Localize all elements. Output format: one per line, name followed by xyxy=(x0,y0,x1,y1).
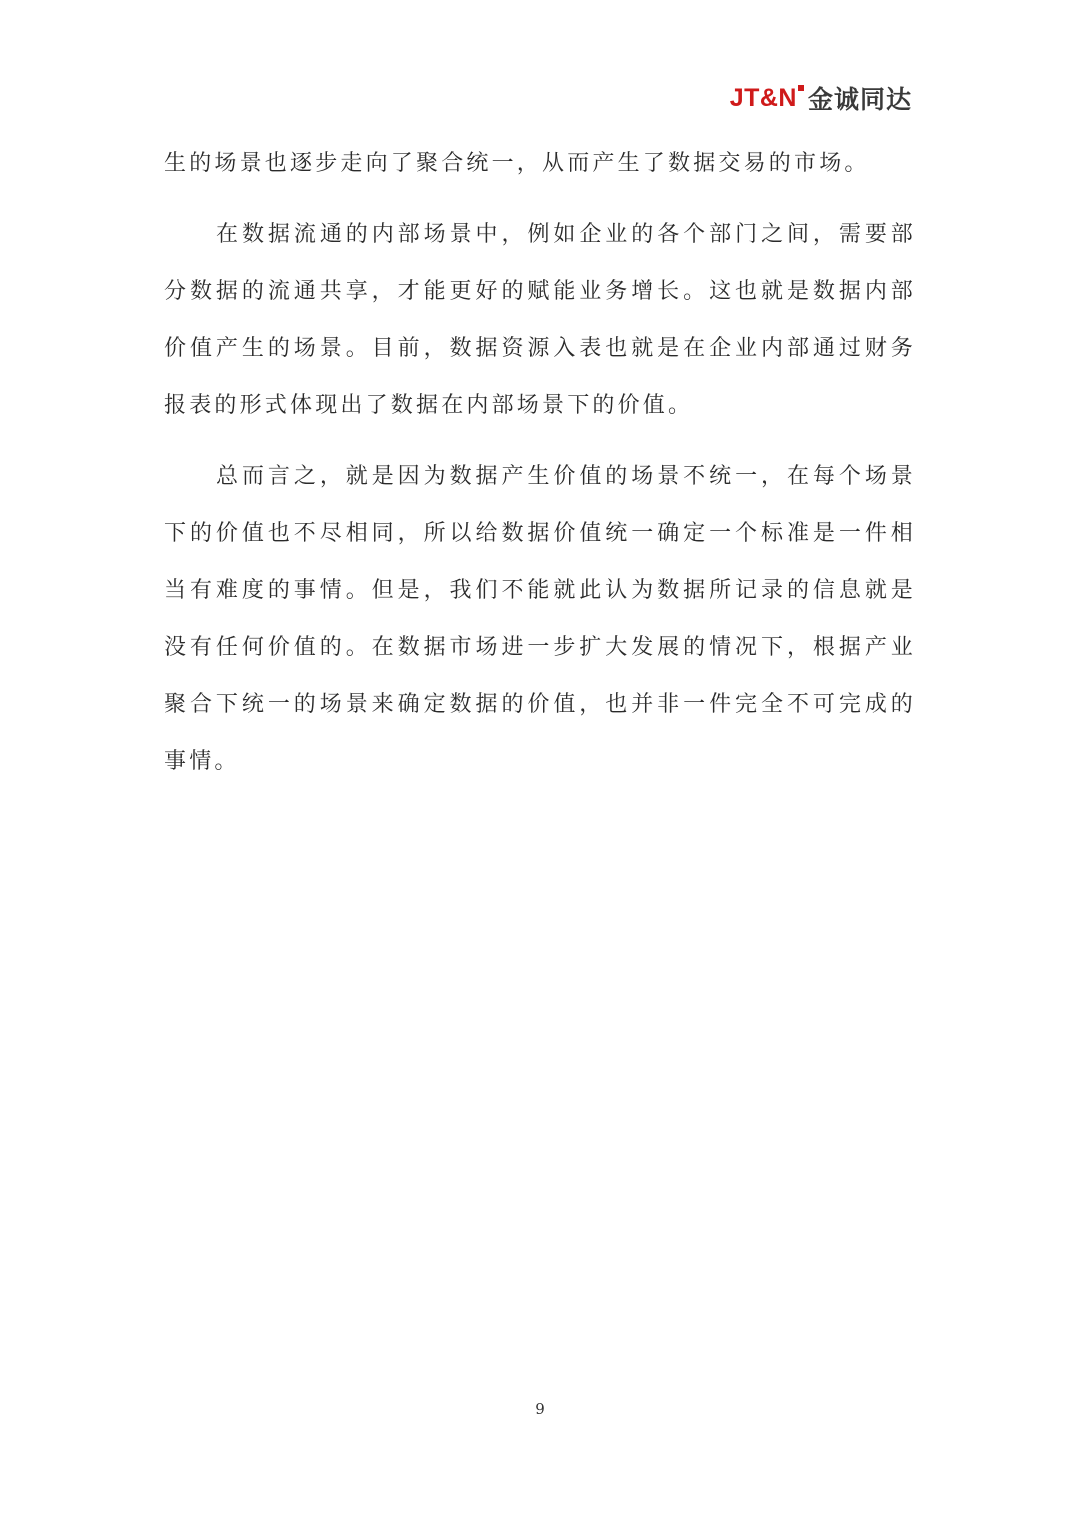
paragraph-continued: 生的场景也逐步走向了聚合统一，从而产生了数据交易的市场。 xyxy=(164,151,870,176)
logo-chinese-text: 金诚同达 xyxy=(807,85,912,114)
paragraph-summary: 总而言之，就是因为数据产生价值的场景不统一，在每个场景下的价值也不尽相同，所以给数据价值统一确定一个标准是一件相当有难度的事情。但是，我们不能就此认为数据所记录的信息就是没有任何价值的。在数据市场进一步扩大发展的情况下，根据产业聚合下统一的场景来确定数据的价值，也并非一件完全不可完成的事情。 xyxy=(164,464,916,774)
logo-dot-mark xyxy=(798,85,804,91)
page-number: 9 xyxy=(535,1400,545,1418)
logo-english-text: JT&N xyxy=(729,83,797,112)
company-logo xyxy=(730,80,912,116)
paragraph-internal-scenario: 在数据流通的内部场景中，例如企业的各个部门之间，需要部分数据的流通共享，才能更好的赋能业务增长。这也就是数据内部价值产生的场景。目前，数据资源入表也就是在企业内部通过财务报表的形式体现出了数据在内部场景下的价值。 xyxy=(164,222,916,418)
document-body xyxy=(164,135,916,790)
